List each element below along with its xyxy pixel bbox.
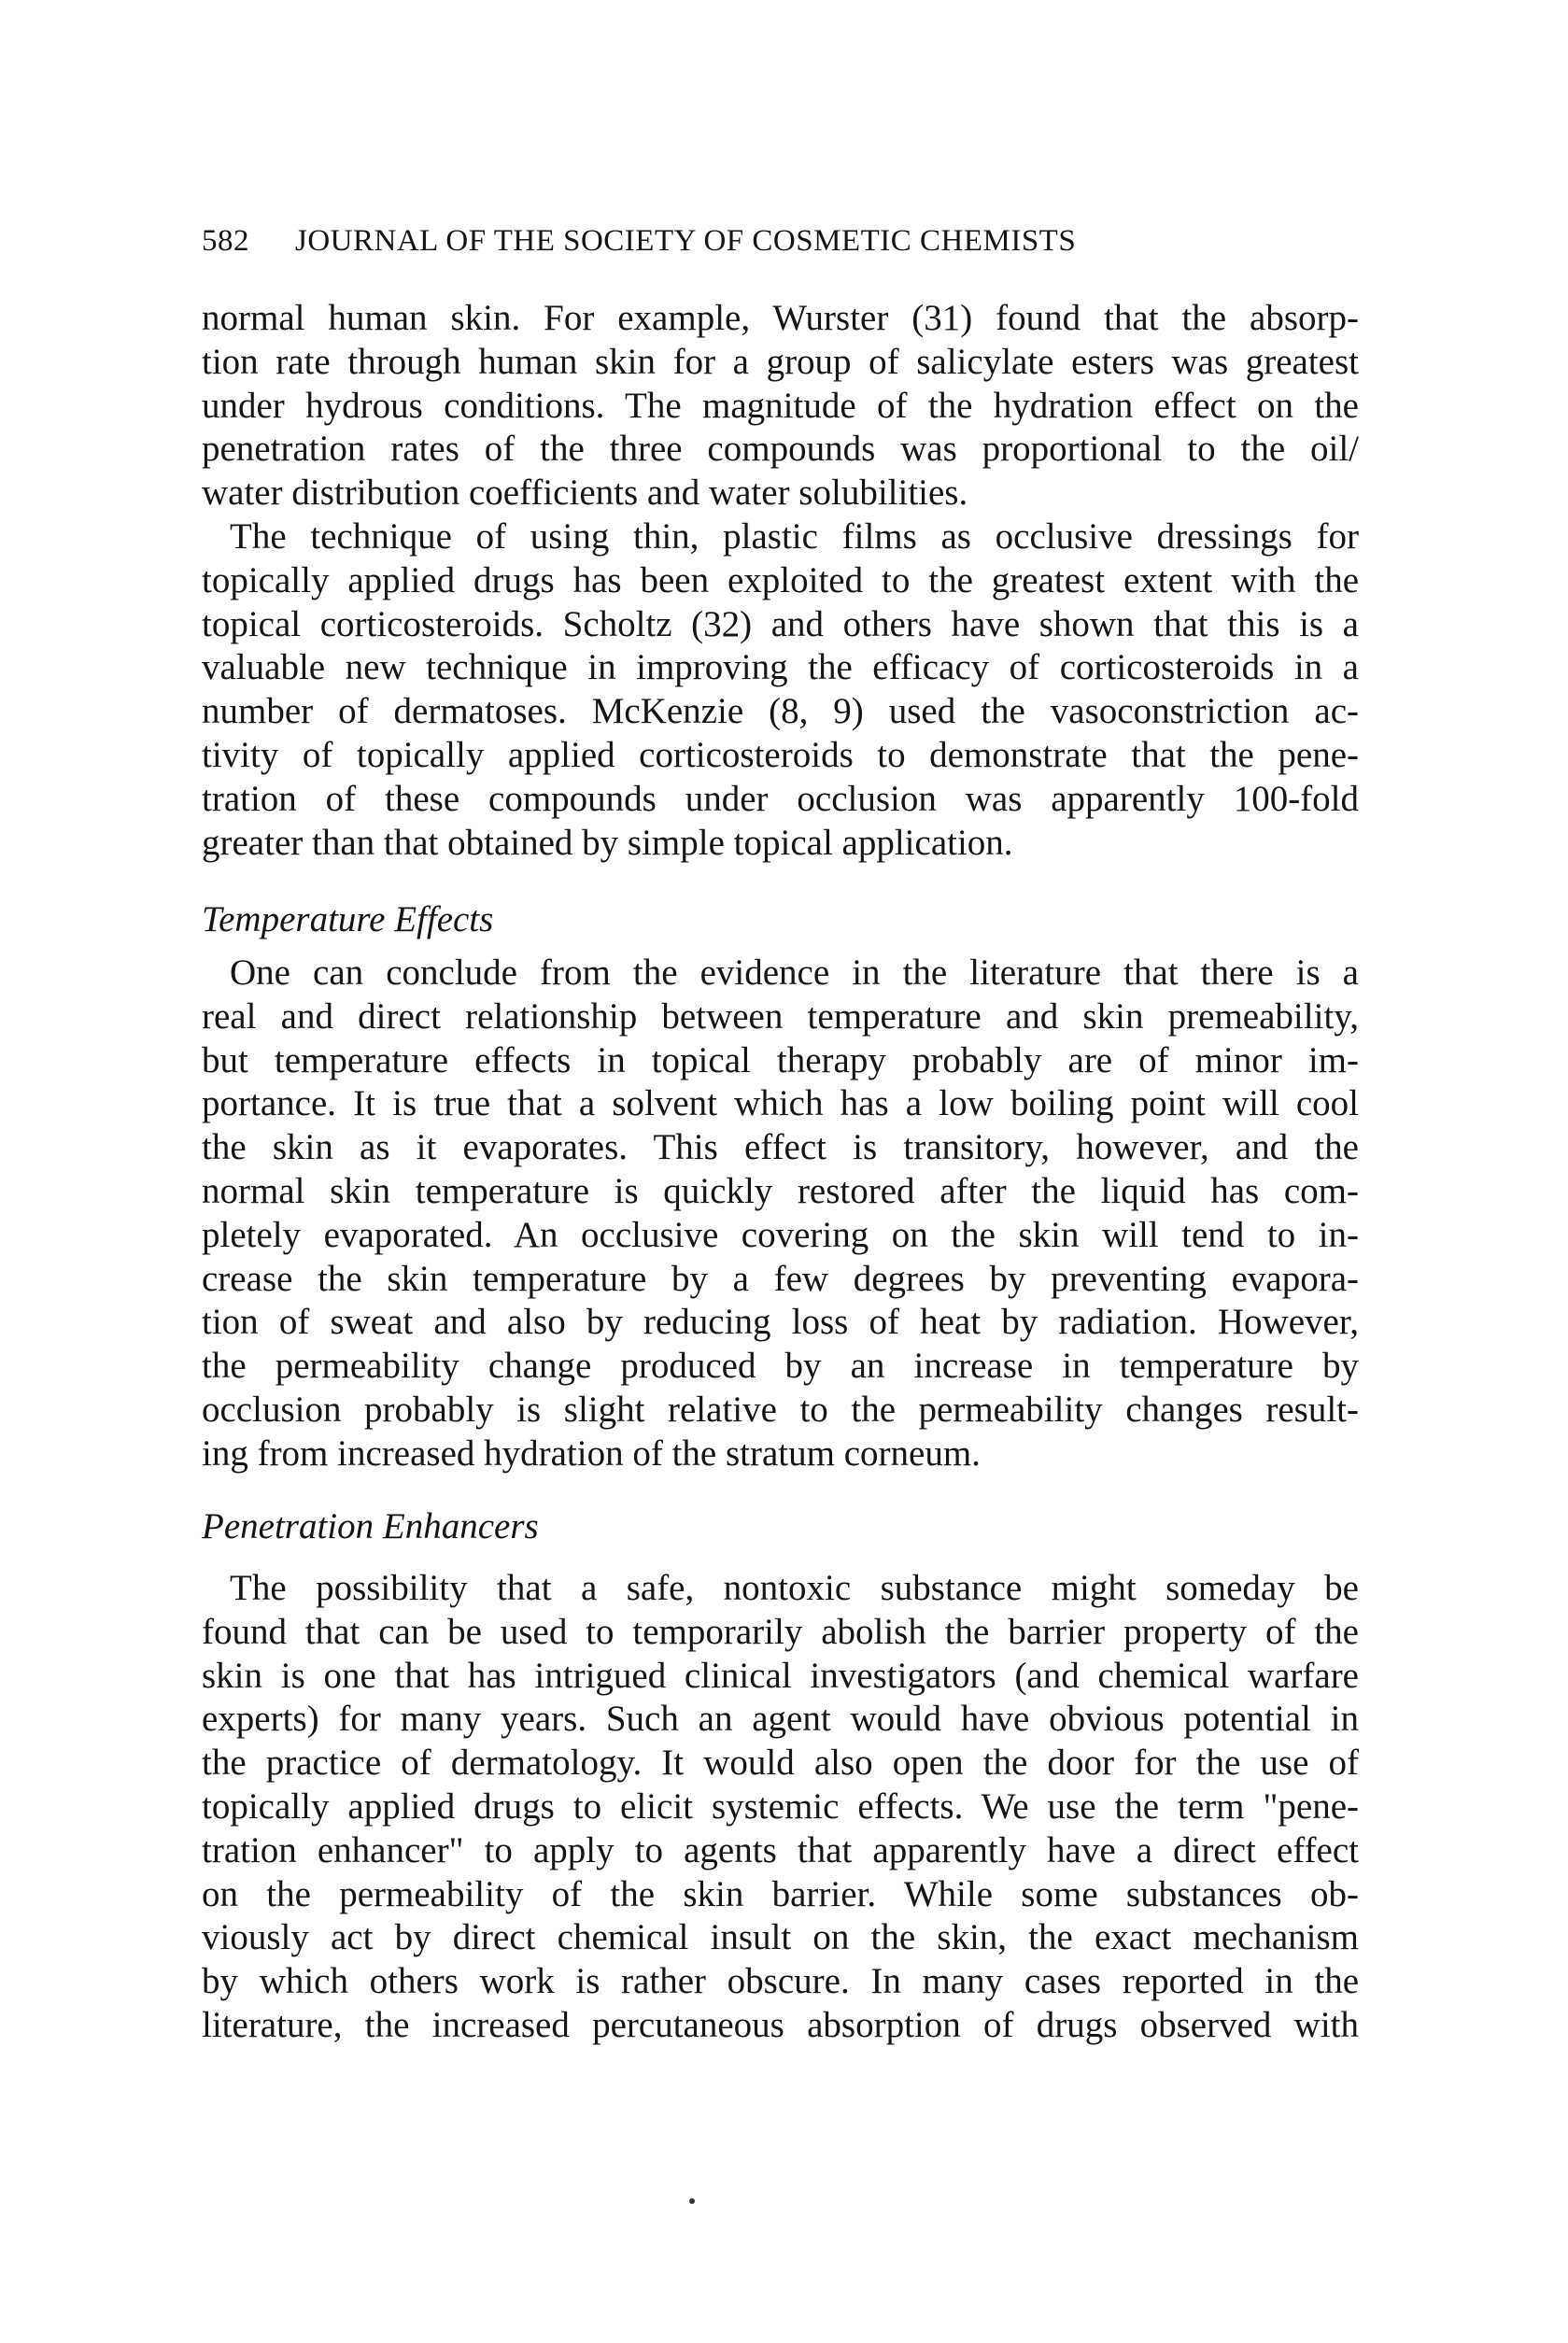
section-heading-temperature-effects: Temperature Effects [202,899,494,939]
text-line: normal skin temperature is quickly restored after the liquid has com- [202,1170,1359,1211]
text-line: tration of these compounds under occlusion was apparently 100-fold [202,778,1359,819]
text-line: greater than that obtained by simple topical application. [202,822,1013,863]
text-line: real and direct relationship between temperature and skin premeability, [202,995,1359,1037]
stray-dot-mark [689,2198,695,2204]
text-line: normal human skin. For example, Wurster (31) found that the absorp- [202,298,1359,338]
page-number: 582 [202,224,249,258]
text-line: skin is one that has intrigued clinical investigators (and chemical warfare [202,1655,1359,1696]
text-line: the practice of dermatology. It would also open the door for the use of [202,1743,1359,1784]
text-line: number of dermatoses. McKenzie (8, 9) used the vasoconstriction ac- [202,691,1359,732]
text-line: valuable new technique in improving the efficacy of corticosteroids in a [202,647,1359,688]
body-text-hydration [202,297,1359,865]
text-line: water distribution coefficients and water solubilities. [202,473,968,514]
text-line: The possibility that a safe, nontoxic substance might someday be [230,1568,1359,1608]
running-header [202,224,1076,259]
text-line: ing from increased hydration of the stratum corneum. [202,1433,981,1474]
text-line: One can conclude from the evidence in the literature that there is a [230,953,1359,993]
text-line: by which others work is rather obscure. In many cases reported in the [202,1961,1359,2002]
text-line: penetration rates of the three compounds was proportional to the oil/ [202,429,1359,470]
text-line: pletely evaporated. An occlusive covering on the skin will tend to in- [202,1214,1359,1255]
text-line: tion of sweat and also by reducing loss of heat by radiation. However, [202,1302,1359,1343]
text-line: experts) for many years. Such an agent would have obvious potential in [202,1699,1359,1740]
text-line: but temperature effects in topical therapy probably are of minor im- [202,1039,1359,1080]
text-line: portance. It is true that a solvent which has a low boiling point will cool [202,1083,1359,1124]
text-line: tion rate through human skin for a group of salicylate esters was greatest [202,341,1359,382]
text-line: the skin as it evaporates. This effect is transitory, however, and the [202,1127,1359,1168]
text-line: the permeability change produced by an increase in temperature by [202,1346,1359,1387]
journal-title: JOURNAL OF THE SOCIETY OF COSMETIC CHEMISTS [295,224,1077,258]
text-line: found that can be used to temporarily abolish the barrier property of the [202,1611,1359,1652]
text-line: topically applied drugs to elicit systemic effects. We use the term "pene- [202,1785,1359,1827]
text-line: occlusion probably is slight relative to the permeability changes result- [202,1389,1359,1430]
text-line: topically applied drugs has been exploited to the greatest extent with the [202,559,1359,600]
text-line: topical corticosteroids. Scholtz (32) and others have shown that this is a [202,603,1359,644]
text-line: tivity of topically applied corticosteroids to demonstrate that the pene- [202,734,1359,775]
body-text-enhancers [202,1567,1359,2048]
text-line: on the permeability of the skin barrier. While some substances ob- [202,1873,1359,1914]
text-line: The technique of using thin, plastic films as occlusive dressings for [230,515,1359,557]
text-line: under hydrous conditions. The magnitude of the hydration effect on the [202,385,1359,426]
section-heading-penetration-enhancers: Penetration Enhancers [202,1506,539,1546]
text-line: crease the skin temperature by a few degrees by preventing evapora- [202,1258,1359,1299]
text-line: literature, the increased percutaneous absorption of drugs observed with [202,2004,1359,2045]
text-line: tration enhancer" to apply to agents that apparently have a direct effect [202,1829,1359,1870]
body-text-temperature [202,952,1359,1476]
text-line: viously act by direct chemical insult on the skin, the exact mechanism [202,1917,1359,1958]
